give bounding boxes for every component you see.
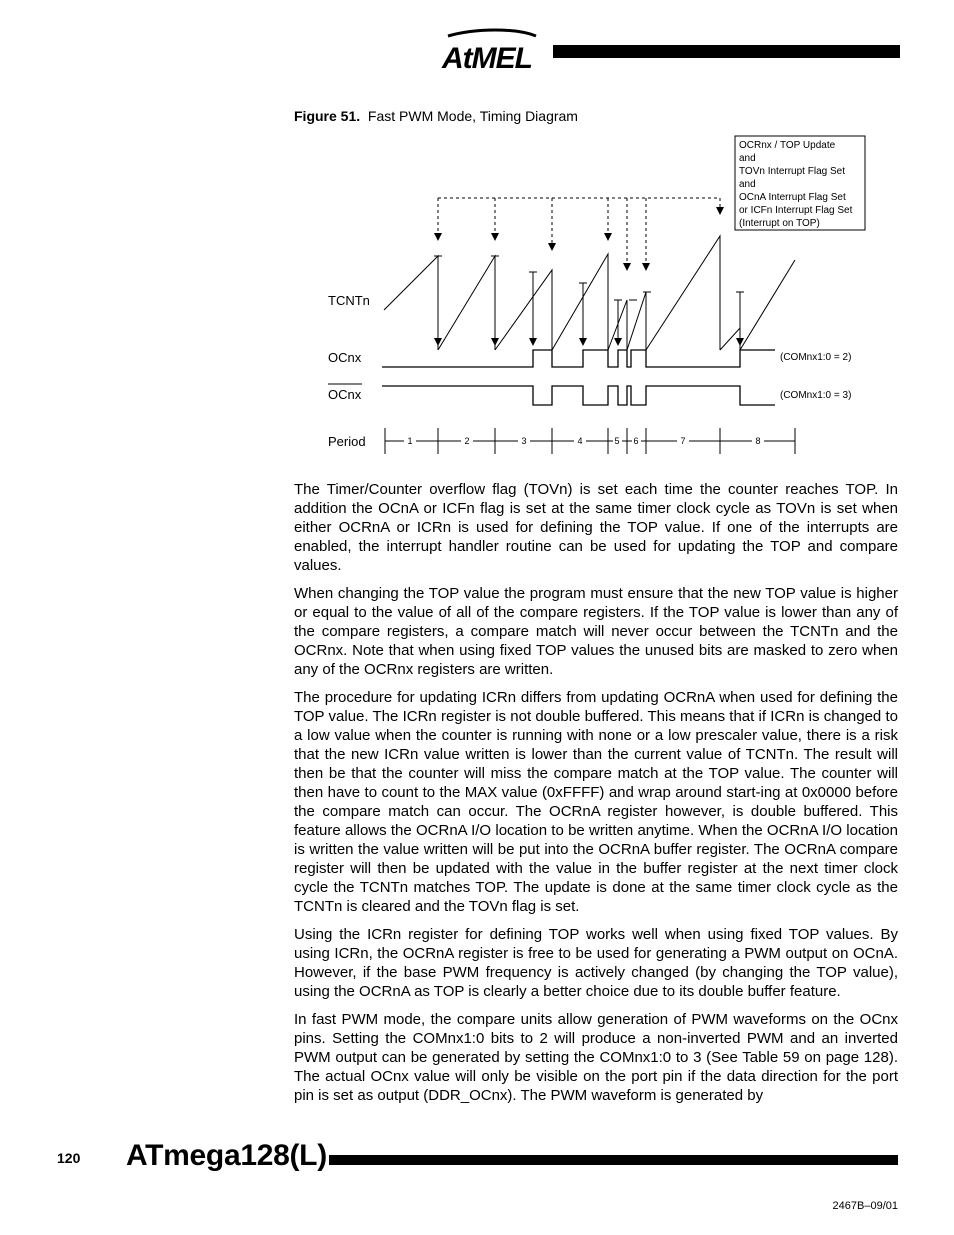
period-number: 8 xyxy=(755,436,761,446)
period-number: 6 xyxy=(633,436,639,446)
annotation-line: (Interrupt on TOP) xyxy=(739,218,820,229)
paragraph: The procedure for updating ICRn differs from updating OCRnA when used for defining the TOP value. The ICRn register is not double buffered. This means that if ICRn is changed to a low value when the counter is running with none or a low prescaler value, there is a risk that the new ICRn value written is lower than the current value of TCNTn. The result will then be that the counter will miss the compare match at the TOP value. The counter will then have to count to the MAX value (0xFFFF) and wrap around start-ing at 0x0000 before the compare match can occur. The OCRnA register however, is double buffered. This feature allows the OCRnA I/O location to be written anytime. When the OCRnA I/O location is written the value written will be put into the OCRnA buffer register. The OCRnA compare register will then be updated with the value in the buffer register at the next timer clock cycle the TCNTn matches TOP. The update is done at the same timer clock cycle as the TCNTn is cleared and the TOVn flag is set. xyxy=(294,689,898,915)
label-ocnx: OCnx xyxy=(328,350,362,365)
annotation-line: and xyxy=(739,153,756,164)
figure-caption xyxy=(294,108,578,124)
footer-rule xyxy=(329,1155,898,1165)
header-rule xyxy=(553,45,900,58)
paragraph: When changing the TOP value the program must ensure that the new TOP value is higher or equal to the value of all of the compare registers. If the TOP value is lower than any of the compare registers, a compare match will never occur between the TCNTn and the OCRnx. Note that when using fixed TOP values the unused bits are masked to zero when any of the OCRnx registers are written. xyxy=(294,585,898,678)
label-ocnx-inverted: OCnx xyxy=(328,387,362,402)
document-title: ATmega128(L) xyxy=(126,1139,327,1172)
document-code: 2467B–09/01 xyxy=(832,1200,898,1212)
update-indicator-lines xyxy=(438,198,720,270)
compare-arrows xyxy=(438,256,740,345)
period-number: 1 xyxy=(407,436,413,446)
figure-title: Fast PWM Mode, Timing Diagram xyxy=(367,108,578,124)
annotation-line: TOVn Interrupt Flag Set xyxy=(739,166,845,177)
svg-text:AtMEL: AtMEL xyxy=(442,42,532,75)
mode-label-inverted: (COMnx1:0 = 3) xyxy=(780,390,852,401)
period-number: 7 xyxy=(680,436,686,446)
annotation-line: OCnA Interrupt Flag Set xyxy=(739,192,846,203)
paragraph: Using the ICRn register for defining TOP works well when using fixed TOP values. By using ICRn, the OCRnA register is free to be used for generating a PWM output on OCnA. However, if the base PWM frequency is actively changed (by changing the TOP value), using the OCRnA as TOP is clearly a better choice due to its double buffer feature. xyxy=(294,926,898,1000)
period-ruler xyxy=(385,428,795,454)
atmel-logo xyxy=(436,28,540,76)
ocnx-inverted-waveform xyxy=(382,386,775,405)
label-tcntn: TCNTn xyxy=(328,293,370,308)
label-period: Period xyxy=(328,434,366,449)
period-number: 5 xyxy=(614,436,620,446)
page-number: 120 xyxy=(57,1150,81,1166)
annotation-box xyxy=(735,136,865,230)
paragraph: In fast PWM mode, the compare units allow generation of PWM waveforms on the OCnx pins. Setting the COMnx1:0 bits to 2 will produce a non-inverted PWM and an inverted PWM output can be generated by setting the COMnx1:0 to 3 (See Table 59 on page 128). The actual OCnx value will only be visible on the port pin if the data direction for the port pin is set as output (DDR_OCnx). The PWM waveform is generated by xyxy=(294,1011,898,1104)
period-number: 3 xyxy=(521,436,527,446)
figure-label: Figure 51. xyxy=(294,108,361,124)
compare-ticks xyxy=(434,256,744,300)
annotation-line: or ICFn Interrupt Flag Set xyxy=(739,205,853,216)
period-number: 4 xyxy=(577,436,583,446)
annotation-line: OCRnx / TOP Update xyxy=(739,140,836,151)
mode-label-noninverted: (COMnx1:0 = 2) xyxy=(780,352,852,363)
ocnx-waveform xyxy=(382,350,775,367)
paragraph: The Timer/Counter overflow flag (TOVn) is set each time the counter reaches TOP. In addition the OCnA or ICFn flag is set at the same timer clock cycle as TOVn is set when either OCRnA or ICRn is used for defining the TOP value. If one of the interrupts are enabled, the interrupt handler routine can be used for updating the TOP and compare values. xyxy=(294,481,898,574)
period-number: 2 xyxy=(464,436,470,446)
timing-diagram xyxy=(300,130,900,470)
tcntn-waveform xyxy=(384,236,795,350)
annotation-line: and xyxy=(739,179,756,190)
body-text xyxy=(294,480,898,1114)
